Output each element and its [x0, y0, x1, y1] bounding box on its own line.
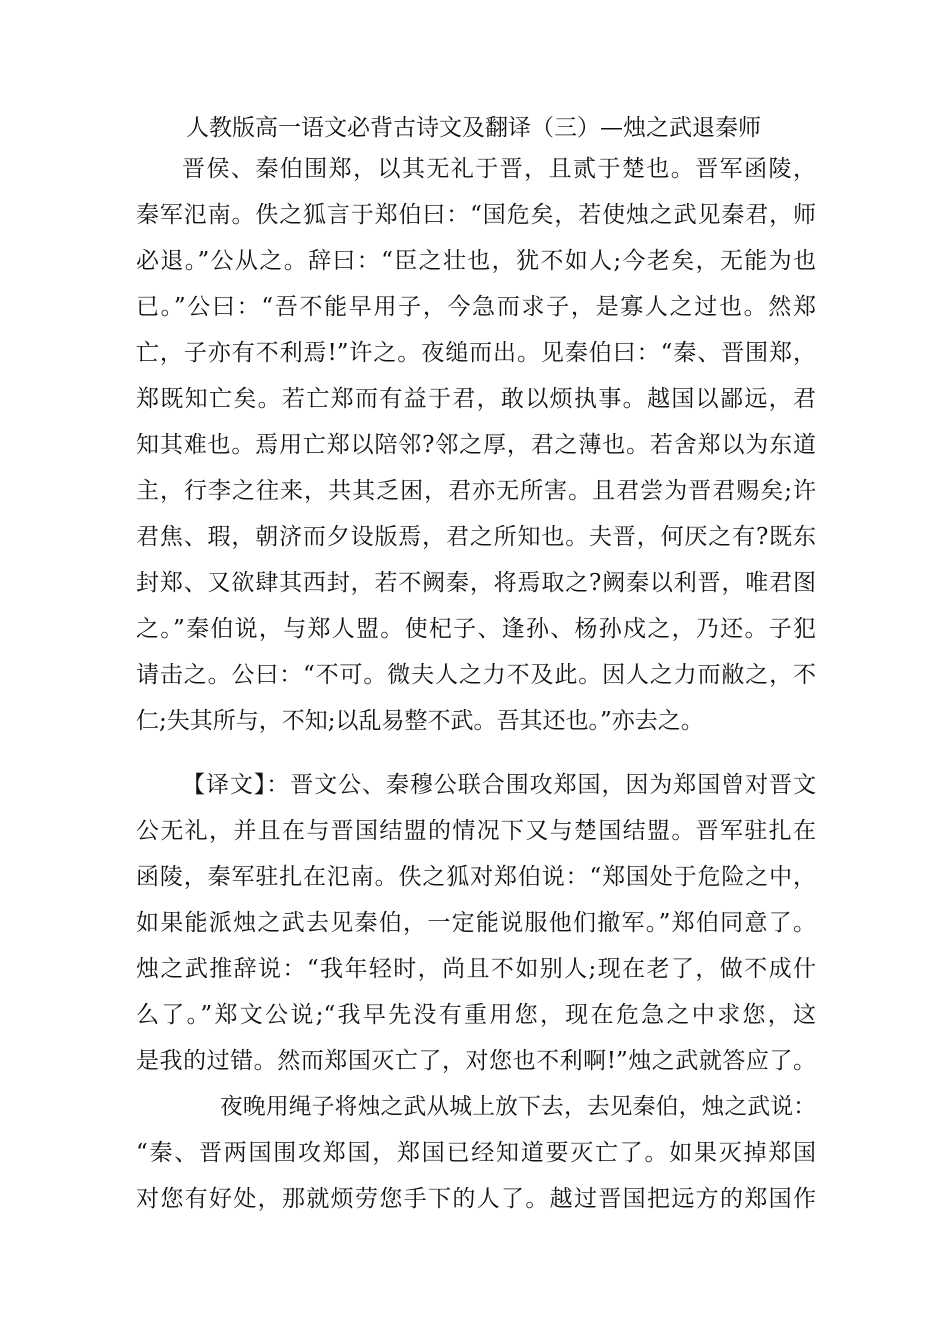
text-line: 么了。”郑文公说;“我早先没有重用您，现在危急之中求您，这	[136, 1002, 816, 1028]
text-line: 郑既知亡矣。若亡郑而有益于君，敢以烦执事。越国以鄙远，君	[136, 386, 816, 412]
text-line: 烛之武推辞说：“我年轻时，尚且不如别人;现在老了，做不成什	[136, 956, 816, 982]
text-line: 函陵，秦军驻扎在氾南。佚之狐对郑伯说：“郑国处于危险之中，	[136, 864, 816, 890]
text-line: 仁;失其所与，不知;以乱易整不武。吾其还也。”亦去之。	[136, 708, 704, 734]
text-line: 对您有好处，那就烦劳您手下的人了。越过晋国把远方的郑国作	[136, 1186, 816, 1212]
text-line: 已。”公曰：“吾不能早用子，今急而求子，是寡人之过也。然郑	[136, 294, 816, 320]
text-line: 是我的过错。然而郑国灭亡了，对您也不利啊!”烛之武就答应了。	[136, 1048, 816, 1074]
text-line: 封郑、又欲肆其西封，若不阙秦，将焉取之?阙秦以利晋，唯君图	[136, 570, 816, 596]
page-title: 人教版高一语文必背古诗文及翻译（三）—烛之武退秦师	[186, 115, 761, 141]
original-text-paragraph	[136, 146, 816, 744]
text-line: “秦、晋两国围攻郑国，郑国已经知道要灭亡了。如果灭掉郑国	[136, 1140, 816, 1166]
text-line: 君焦、瑕，朝济而夕设版焉，君之所知也。夫晋，何厌之有?既东	[136, 524, 816, 550]
text-line: 知其难也。焉用亡郑以陪邻?邻之厚，君之薄也。若舍郑以为东道	[136, 432, 816, 458]
text-line: 【译文】：晋文公、秦穆公联合围攻郑国，因为郑国曾对晋文	[182, 772, 816, 798]
translation-paragraph-2	[136, 1084, 816, 1222]
text-line: 必退。”公从之。辞曰：“臣之壮也，犹不如人;今老矣，无能为也	[136, 248, 816, 274]
text-line: 晋侯、秦伯围郑，以其无礼于晋，且贰于楚也。晋军函陵，	[182, 156, 816, 182]
text-line: 之。”秦伯说，与郑人盟。使杞子、逢孙、杨孙戍之，乃还。子犯	[136, 616, 816, 642]
text-line: 主，行李之往来，共其乏困，君亦无所害。且君尝为晋君赐矣;许	[136, 478, 816, 504]
text-line: 公无礼，并且在与晋国结盟的情况下又与楚国结盟。晋军驻扎在	[136, 818, 816, 844]
text-line: 夜晚用绳子将烛之武从城上放下去，去见秦伯，烛之武说：	[220, 1094, 816, 1120]
translation-paragraph	[136, 762, 816, 1084]
text-line: 请击之。公曰：“不可。微夫人之力不及此。因人之力而敝之，不	[136, 662, 816, 688]
text-line: 亡，子亦有不利焉!”许之。夜缒而出。见秦伯曰：“秦、晋围郑，	[136, 340, 816, 366]
text-line: 如果能派烛之武去见秦伯，一定能说服他们撤军。”郑伯同意了。	[136, 910, 816, 936]
text-line: 秦军氾南。佚之狐言于郑伯曰：“国危矣，若使烛之武见秦君，师	[136, 202, 816, 228]
